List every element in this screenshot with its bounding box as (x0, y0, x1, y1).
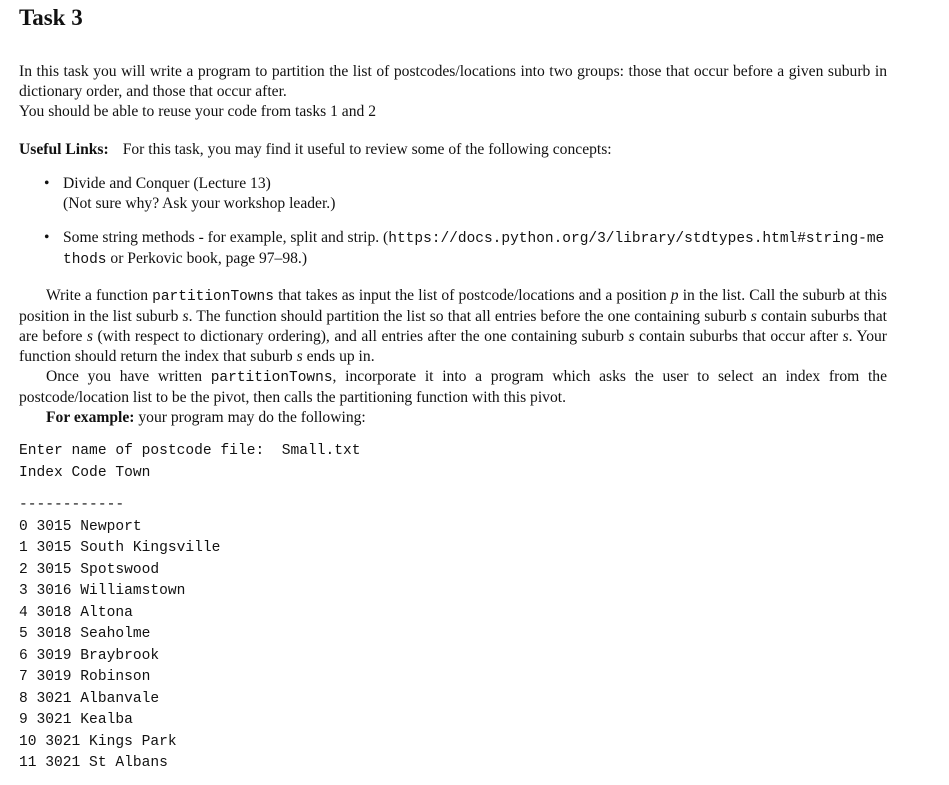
prompt-line: Enter name of postcode file: Small.txt (19, 443, 361, 459)
intro-text: In this task you will write a program to partition the list of postcodes/locations into two groups: those that occur before a given suburb in dictionary order, and those that occur after. (19, 63, 887, 100)
example-label: For example: (46, 409, 135, 426)
text-span: . The function should partition the list so that all entries before the one containing suburb (188, 308, 751, 325)
bullet-icon: • (44, 175, 50, 192)
text-span: (with respect to dictionary ordering), and all entries after the one containing suburb (92, 328, 629, 345)
text-span: Once you have written (46, 368, 211, 385)
math-var: s (628, 328, 635, 345)
program-description (19, 367, 887, 408)
concept-string-methods: Some string methods - for example, split and strip. ( (63, 229, 389, 246)
page-title: Task 3 (19, 5, 83, 30)
intro-reuse-note: You should be able to reuse your code from tasks 1 and 2 (19, 103, 377, 120)
math-var: s (182, 308, 189, 325)
intro-paragraph (19, 62, 887, 122)
math-var: s (750, 308, 757, 325)
useful-links-label: Useful Links: (19, 141, 109, 158)
concept-note: (Not sure why? Ask your workshop leader.) (63, 195, 336, 212)
text-span: contain suburbs that occur after (634, 328, 843, 345)
table-row: 0 3015 Newport (19, 518, 142, 535)
bullet-icon: • (44, 229, 50, 246)
function-description (19, 286, 887, 367)
math-var: s (296, 348, 303, 365)
useful-links-text: For this task, you may find it useful to review some of the following concepts: (122, 141, 612, 158)
table-row: 3 3016 Williamstown (19, 583, 186, 599)
concept-book-reference: or Perkovic book, page 97–98.) (106, 250, 308, 267)
spacer (19, 484, 887, 495)
text-span: contain suburbs that are before (19, 308, 887, 345)
concept-divide-conquer: Divide and Conquer (Lecture 13) (63, 175, 271, 192)
text-span: . Your function should return the index that suburb (19, 328, 887, 365)
table-row: 8 3021 Albanvale (19, 690, 160, 707)
table-row: 6 3019 Braybrook (19, 647, 160, 664)
table-row: 4 3018 Altona (19, 604, 133, 621)
text-span: Write a function (46, 287, 153, 304)
table-row: 11 3021 St Albans (19, 755, 168, 771)
math-var: s (86, 328, 93, 345)
math-var: p (670, 287, 679, 304)
docs-link[interactable]: https://docs.python.org/3/library/stdtypes.html#string-methods (63, 231, 885, 268)
table-row: 7 3019 Robinson (19, 669, 151, 685)
table-row: 10 3021 Kings Park (19, 733, 177, 750)
table-row: 9 3021 Kealba (19, 712, 133, 728)
example-intro (19, 408, 887, 428)
table-header: Index Code Town (19, 464, 151, 481)
text-span: your program may do the following: (134, 409, 366, 426)
table-row: 1 3015 South Kingsville (19, 540, 221, 556)
task-document (19, 0, 887, 775)
text-span: that takes as input the list of postcode/locations and a position (273, 287, 671, 304)
example-output (19, 441, 887, 775)
table-row: 5 3018 Seaholme (19, 626, 151, 642)
text-span: in the list. Call the suburb at this position in the list suburb (19, 287, 888, 325)
useful-links-paragraph (19, 140, 887, 160)
function-name: partitionTowns (152, 289, 274, 305)
text-span: ends up in. (302, 348, 375, 365)
separator-line: ------------ (19, 497, 125, 513)
list-item (44, 174, 887, 214)
text-span: , incorporate it into a program which asks the user to select an index from the postcode/location list to be the pivot, then calls the partitioning function with this pivot. (19, 368, 887, 406)
math-var: s (842, 328, 849, 345)
table-row: 2 3015 Spotswood (19, 561, 160, 578)
concepts-list (19, 174, 887, 270)
list-item (44, 228, 887, 270)
function-name: partitionTowns (210, 370, 333, 386)
